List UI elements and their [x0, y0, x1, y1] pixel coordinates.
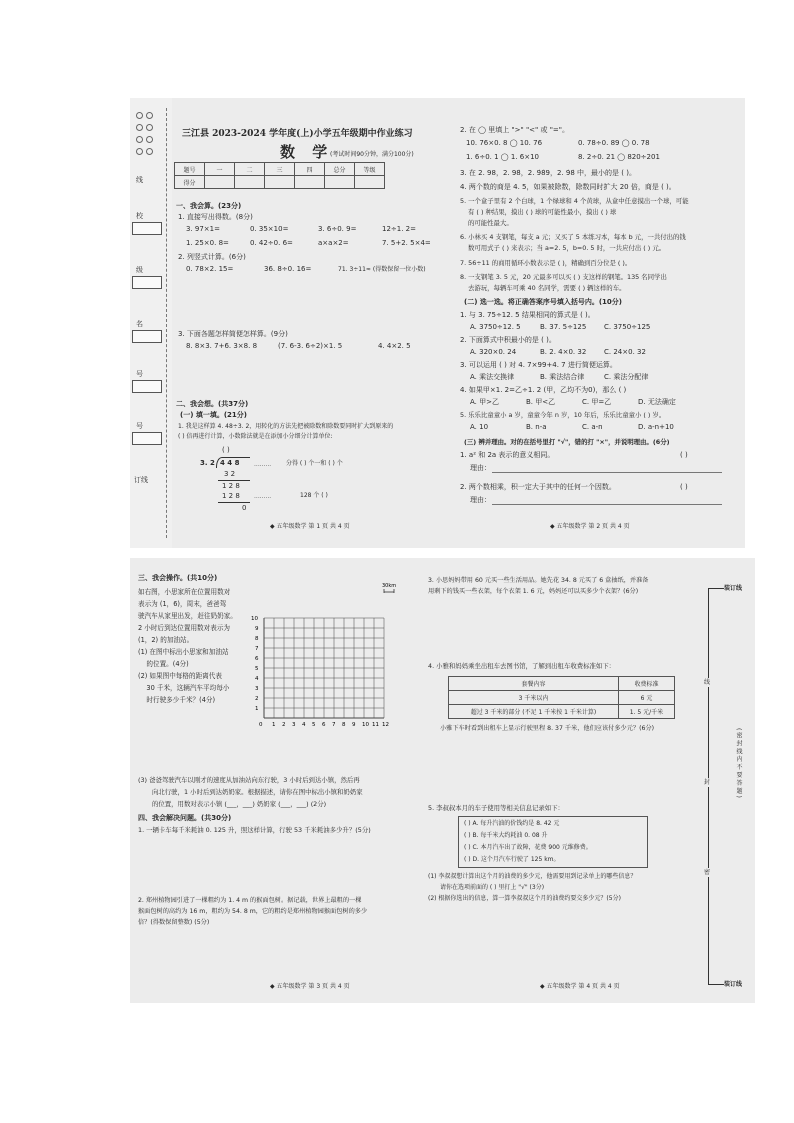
score-cell[interactable]	[265, 176, 295, 189]
word-problem-5: 5. 李叔叔本月的车子使用等相关信息记录如下：	[428, 804, 564, 812]
grid-y-ticks	[251, 616, 259, 712]
problem-line: (1) 在图中标出小思家和加油站	[138, 648, 229, 656]
grid-y-tick-label: 5	[255, 666, 259, 672]
grid-lines	[264, 618, 384, 718]
division-remainder: 0	[242, 504, 247, 512]
subject-title: 数 学	[280, 143, 334, 161]
choice-option: C. 3750÷125	[604, 323, 651, 331]
binding-line-bottom: 装订线	[724, 981, 743, 988]
record-option-b[interactable]: ( ) B. 每千米大约耗油 0. 08 升	[464, 832, 548, 839]
word-problem-2-line-2: 猴面包树的高约为 16 m，粗约为 54. 8 m，它的粗约是郑州植物园猴面包树的多少	[138, 908, 368, 915]
exam-page-3-4	[130, 558, 755, 1003]
q2-item: 0. 78×2. 15=	[186, 265, 234, 273]
choice-option: A. 3750÷12. 5	[470, 323, 521, 331]
school-field[interactable]	[132, 222, 162, 235]
grid-x-tick-label: 5	[312, 722, 316, 728]
choice-2: 2. 下面算式中积最小的是 ( )。	[460, 336, 556, 344]
record-option-c[interactable]: ( ) C. 本月汽车出了故障，花费 900 元维修费。	[464, 844, 592, 851]
fill-5c: 的可能性最大。	[468, 219, 513, 227]
score-cell[interactable]	[235, 176, 265, 189]
binding-rule	[708, 984, 724, 985]
score-table	[174, 162, 385, 189]
division-step: 1 2 8	[222, 492, 240, 500]
q1-item: 7. 5+2. 5×4=	[382, 239, 431, 247]
choice-option: B. 37. 5÷125	[540, 323, 587, 331]
grid-x-tick-label: 2	[282, 722, 286, 728]
section-3-heading: 三、我会操作。(共10分)	[138, 574, 218, 582]
grid-y-tick-label: 9	[255, 626, 259, 632]
word-problem-5-q1b: 请你在选项前面的 ( ) 里打上 "√" (3分)	[440, 884, 545, 891]
grid-x-tick-label: 1	[272, 722, 276, 728]
binding-margin	[130, 98, 172, 548]
school-label: 校	[136, 212, 143, 220]
section-4-heading: 四、我会解决问题。(共30分)	[138, 814, 232, 822]
section-2-2-heading: (二) 选一选。将正确答案序号填入括号内。(10分)	[464, 298, 622, 306]
record-option-d[interactable]: ( ) D. 这个月汽车行驶了 125 km。	[464, 856, 560, 863]
fare-cell: 超过 3 千米的部分 (不足 1 千米按 1 千米计算)	[449, 705, 619, 719]
fare-cell: 3 千米以内	[449, 691, 619, 705]
q2-item: 36. 8÷0. 16=	[264, 265, 312, 273]
exam-title: 三江县 2023-2024 学年度(上)小学五年级期中作业练习	[182, 129, 413, 139]
word-problem-5-q1: (1) 李叔叔想计算出这个月的油费的多少元，他需要用到记录单上的哪些信息？	[428, 873, 637, 880]
choice-option: D. 无法确定	[638, 398, 676, 406]
judge-1-reason: 理由：	[470, 464, 491, 472]
page-2-footer: ◆ 五年级数学 第 2 页 共 4 页	[550, 523, 630, 530]
q2-item: 71. 3÷11≈ (得数保留一位小数)	[338, 266, 426, 273]
compare-item: 10. 76×0. 8 ◯ 10. 76	[466, 139, 543, 147]
score-header-cell: 一	[205, 163, 235, 176]
name-label: 名	[136, 320, 143, 328]
q1-item: 3. 97×1=	[186, 225, 220, 233]
choice-option: A. 10	[470, 423, 489, 431]
q1-item: a×a×2=	[318, 239, 349, 247]
section-2-3-heading: (三) 辨并理由。对的在括号里打 "√"，错的打 "×"，并说明理由。(6分)	[464, 438, 670, 446]
fill-1-line-2: ( ) 倍再进行计算，小数除法就是在添加小分细分计算单位:	[178, 433, 333, 440]
q1-item: 12÷1. 2=	[382, 225, 416, 233]
grid-y-tick-label: 7	[255, 646, 259, 652]
class-field[interactable]	[132, 276, 162, 289]
exam-note: (考试时间90分钟，满分100分)	[330, 151, 414, 158]
grid-y-tick-label: 4	[255, 676, 259, 682]
problem-3-line-2: 向北行驶，1 小时后到达奶奶家。根据描述，请你在图中标出小镇和奶奶家	[152, 788, 363, 796]
binding-line-top: 装订线	[724, 585, 743, 592]
q1-item: 1. 25×0. 8=	[186, 239, 229, 247]
division-rule	[218, 480, 250, 481]
punch-hole-icon	[146, 124, 153, 131]
judge-2-reason: 理由：	[470, 496, 491, 504]
compare-title: 2. 在 ◯ 里填上 ">" "<" 或 "="。	[460, 126, 570, 134]
score-header-cell: 总分	[325, 163, 355, 176]
score-header-cell: 题号	[175, 163, 205, 176]
choice-3: 3. 可以运用 ( ) 对 4. 7×99+4. 7 进行简便运算。	[460, 361, 617, 369]
fill-4: 4. 两个数的商是 4. 5，如果被除数，除数同时扩大 20 倍，商是 ( )。	[460, 183, 676, 191]
fare-header: 收费标准	[619, 677, 675, 691]
problem-line: 驶汽车从家里出发，赶往奶奶家。	[138, 612, 237, 620]
word-problem-4: 4. 小雅和妈妈乘坐出租车去图书馆，了解到出租车收费标准如下：	[428, 662, 616, 670]
binding-char: 线	[704, 679, 711, 686]
number-label: 号	[136, 370, 143, 378]
fill-6b: 数可用式子 ( ) 来表示；当 a=2. 5，b=0. 5 时，一共应付出 ( ) 元。	[468, 244, 666, 252]
page-4-footer: ◆ 五年级数学 第 4 页 共 4 页	[540, 983, 620, 990]
coordinates-problem	[138, 586, 237, 706]
grid-x-tick-label: 11	[372, 722, 379, 728]
punch-hole-icon	[146, 148, 153, 155]
choice-option: B. 乘法结合律	[540, 373, 585, 381]
reason-line[interactable]	[492, 504, 722, 505]
punch-hole-icon	[136, 124, 143, 131]
choice-option: B. 2. 4×0. 32	[540, 348, 587, 356]
binding-notice: ( 密 封 线 内 不 要 答 题 )	[735, 728, 742, 798]
score-cell[interactable]	[355, 176, 385, 189]
quotient-blank: ( )	[222, 446, 230, 454]
problem-line: 表示为 (1，6)，周末，爸爸驾	[138, 600, 227, 608]
punch-hole-icon	[136, 148, 143, 155]
fare-cell: 6 元	[619, 691, 675, 705]
q1-title: 1. 直接写出得数。(8分)	[178, 213, 253, 221]
problem-line: 的位置。(4分)	[138, 660, 189, 668]
fill-1-line-1: 1. 我是这样算 4. 48÷3. 2，用转化的方法先把被除数和除数要同时扩大到原来的	[178, 423, 394, 430]
choice-1: 1. 与 3. 75÷12. 5 结果相同的算式是 ( )。	[460, 311, 595, 319]
choice-4: 4. 如果甲×1. 2=乙÷1. 2 (甲，乙均不为0)，那么 ( )	[460, 386, 627, 394]
choice-option: C. a-n	[582, 423, 603, 431]
grid-y-tick-label: 1	[255, 706, 259, 712]
q3-item: (7. 6-3. 6÷2)×1. 5	[278, 342, 343, 350]
dividend: 4 4 8	[220, 459, 240, 467]
fill-5a: 5. 一个盒子里有 2 个白球，1 个绿球和 4 个黄球，从盒中任意摸出一个球，可能	[460, 197, 689, 205]
binding-rule	[708, 588, 724, 589]
grid-x-tick-label: 4	[302, 722, 306, 728]
section-1-heading: 一、我会算。(23分)	[176, 202, 242, 210]
grid-x-tick-label: 6	[322, 722, 326, 728]
word-problem-2-line-1: 2. 郑州植物园引进了一棵粗约为 1. 4 m 的猴面包树。据记载，世界上最粗的一棵	[138, 897, 362, 904]
grid-x-tick-label: 0	[259, 722, 263, 728]
q3-item: 4. 4×2. 5	[378, 342, 411, 350]
punch-hole-icon	[146, 136, 153, 143]
divisor: 3. 2	[200, 459, 215, 467]
grid-x-ticks	[259, 722, 389, 728]
word-problem-3-line-1: 3. 小思妈妈带用 60 元买一些生活用品。她先花 34. 8 元买了 6 盒抽纸，并准备	[428, 577, 649, 584]
judge-2: 2. 两个数相乘，积一定大于其中的任何一个因数。	[460, 483, 616, 491]
choice-option: C. 甲=乙	[582, 398, 612, 406]
judge-1-paren[interactable]: ( )	[680, 451, 688, 459]
grid-y-tick-label: 2	[255, 696, 259, 702]
fill-5b: 有 ( ) 种结果，摸出 ( ) 球的可能性最小，摸出 ( ) 球	[468, 208, 617, 216]
fare-table	[448, 676, 675, 719]
word-problem-5-q2: (2) 根据你选出的信息，算一算李叔叔这个月的油费约要交多少元？(5分)	[428, 895, 621, 902]
grid-y-tick-label: 10	[251, 616, 258, 622]
name-field[interactable]	[132, 330, 162, 343]
word-problem-3-line-2: 用剩下的钱买一些衣架，每个衣架 1. 6 元，妈妈还可以买多少个衣架？(6分)	[428, 588, 639, 595]
coordinate-grid[interactable]	[250, 580, 400, 728]
problem-line: 如右图，小思家所在位置用数对	[138, 588, 231, 596]
division-step: 3 2	[224, 470, 236, 478]
problem-3-line-1: (3) 爸爸驾驶汽车以刚才的速度从加油站向东行驶，3 小时后到达小镇，然后再	[138, 776, 360, 784]
fare-header: 套餐内容	[449, 677, 619, 691]
q3-title: 3. 下面各题怎样简便怎样算。(9分)	[178, 330, 288, 338]
problem-line: 30 千米，这辆汽车平均每小	[138, 684, 230, 692]
q2-title: 2. 列竖式计算。(6分)	[178, 253, 246, 261]
fare-cell: 1. 5 元/千米	[619, 705, 675, 719]
grid-x-tick-label: 8	[342, 722, 346, 728]
problem-line: 时行驶多少千米？(4分)	[138, 696, 216, 704]
choice-option: A. 320×0. 24	[470, 348, 517, 356]
grid-y-tick-label: 6	[255, 656, 259, 662]
q3-item: 8. 8×3. 7+6. 3×8. 8	[186, 342, 258, 350]
binding-char: 封	[704, 779, 711, 786]
grid-y-tick-label: 3	[255, 686, 259, 692]
q1-item: 0. 35×10=	[250, 225, 289, 233]
word-problem-2-line-3: 倍？(得数保留整数) (5分)	[138, 919, 210, 926]
grid-x-tick-label: 9	[352, 722, 356, 728]
section-2-heading: 二、我会想。(共37分)	[176, 400, 249, 408]
word-problem-4-question: 小雅下车时看到出租车上显示行驶里程 8. 37 千米，他们应该付多少元？(6分)	[440, 725, 655, 732]
fill-8a: 8. 一支钢笔 3. 5 元，20 元最多可以买 ( ) 支这样的钢笔。135 名同学出	[460, 273, 667, 281]
grid-y-tick-label: 8	[255, 636, 259, 642]
punch-hole-icon	[146, 112, 153, 119]
binding-dashed-line	[166, 108, 167, 538]
scale-label: 30km	[382, 583, 397, 589]
compare-item: 8. 2÷0. 21 ◯ 820÷201	[578, 153, 660, 161]
grid-x-tick-label: 10	[362, 722, 369, 728]
fill-7: 7. 56÷11 的商用循环小数表示是 ( )，精确到百分位是 ( )。	[460, 259, 632, 267]
exam-page-1-2: 线 校 级 名 号 号 订线 三江县 2023-2024 学年度(上)小学五年级期中作业练习 数 学 (考试时间90分钟，满分100分) 题号 一 二 三 四 总分 等级 得分 一、我会算。(23分) 1. 直接写出得数。(8分) 3. 97×1= 0. 35×10= 3. 6÷0. 9= 12÷1. 2= 1. 25×0. 8= 0. 42÷0. 6= a×a×2= 7. 5+2. 5×4= 2. 列竖式计算。(6分) 0. 78×2. 15= 36. 8÷0. 16= 71. 3÷11≈ (得数保留一位小数) 3. 下面各题怎样简便怎样算。(9分) 8. 8×3. 7+6. 3×8. 8 (7. 6-3. 6÷2)×1. 5 4. 4×2. 5 二、我会想。(共37分) (一) 填一填。(21分) 1. 我是这样算 4. 48÷3. 2，用转化的方法先把被除数和除数要同时扩大到原来的 ( ) 倍再进行计算，小数除法就是在添加小分细分计算单位: ( ) 3. 2 4 4 8 3 2 1 2 8 1 2 8 0 ········· 分得 ( ) 个一和 ( ) 个 ········· 128 个 ( ) ◆ 五年级数学 第 1 页 共 4 页 2. 在 ◯ 里填上 ">" "<" 或 "="。 10. 76×0. 8 ◯ 10. 76 0. 78÷0. 89 ◯ 0. 78 1. 6÷0. 1 ◯ 1. 6×10 8. 2÷0. 21 ◯ 820÷201 3. 在 2. 98，2. 98̇，2. 9̇8̇9，2. 9̇8̇ 中，最小的是 ( )。 4. 两个数的商是 4. 5，如果被除数，除数同时扩大 20 倍，商是 ( )。 5. 一个盒子里有 2 个白球，1 个绿球和 4 个黄球，从盒中任意摸出一个球，可能 有 ( ) 种结果，摸出 ( ) 球的可能性最小，摸出 ( ) 球 的可能性最大。 6. 小林买 4 支钢笔，每支 a 元；又买了 5 本练习本，每本 b 元，一共付出的钱 数可用式子 ( ) 来表示；当 a=2. 5，b=0. 5 时，一共应付出 ( ) 元。 7. 56÷11 的商用循环小数表示是 ( )，精确到百分位是 ( )。 8. 一支钢笔 3. 5 元，20 元最多可以买 ( ) 支这样的钢笔。135 名同学出 去游玩，每辆车可乘 40 名同学，需要 ( ) 辆这样的车。 (二) 选一选。将正确答案序号填入括号内。(10分) 1. 与 3. 75÷12. 5 结果相同的算式是 ( )。 A. 3750÷12. 5 B. 37. 5÷125 C. 3750÷125 2. 下面算式中积最小的是 ( )。 A. 320×0. 24 B. 2. 4×0. 32 C. 24×0. 32 3. 可以运用 ( ) 对 4. 7×99+4. 7 进行简便运算。 A. 乘法交换律 B. 乘法结合律 C. 乘法分配律 4. 如果甲×1. 2=乙÷1. 2 (甲，乙均不为0)，那么 ( ) A. 甲>乙 B. 甲<乙 C. 甲=乙 D. 无法确定 5. 乐乐比童童小 a 岁，童童今年 n 岁，10 年后，乐乐比童童小 ( ) 岁。 A. 10 B. n-a C. a-n D. a-n+10 (三) 辨并理由。对的在括号里打 "√"，错的打 "×"，并说明理由。(6分) 1. a² 和 2a 表示的意义相同。 ( ) 理由： 2. 两个数相乘，积一定大于其中的任何一个因数。 ( ) 理由： ◆ 五年级数学 第 2 页 共 4 页	[130, 98, 745, 548]
division-note-1: 分得 ( ) 个一和 ( ) 个	[286, 460, 343, 467]
fill-3: 3. 在 2. 98，2. 98̇，2. 9̇8̇9，2. 9̇8̇ 中，最小的是 ( )。	[460, 169, 636, 177]
choice-option: B. n-a	[526, 423, 547, 431]
division-step: 1 2 8	[222, 482, 240, 490]
problem-line: (1，2) 的加油站。	[138, 636, 194, 644]
choice-option: A. 甲>乙	[470, 398, 499, 406]
class-label: 级	[136, 266, 143, 274]
seat-label: 号	[136, 422, 143, 430]
score-header-cell: 二	[235, 163, 265, 176]
score-header-cell: 等级	[355, 163, 385, 176]
page-1-footer: ◆ 五年级数学 第 1 页 共 4 页	[270, 523, 350, 530]
judge-2-paren[interactable]: ( )	[680, 483, 688, 491]
problem-line: (2) 如果图中每格的距离代表	[138, 672, 222, 680]
score-header-cell: 四	[295, 163, 325, 176]
compare-item: 0. 78÷0. 89 ◯ 0. 78	[578, 139, 650, 147]
choice-option: A. 乘法交换律	[470, 373, 515, 381]
division-rule	[218, 502, 250, 503]
reason-line[interactable]	[492, 472, 722, 473]
score-cell[interactable]	[205, 176, 235, 189]
fill-8b: 去游玩，每辆车可乘 40 名同学，需要 ( ) 辆这样的车。	[468, 284, 626, 292]
punch-hole-icon	[136, 136, 143, 143]
choice-option: C. 24×0. 32	[604, 348, 646, 356]
binding-line-label: 线	[136, 176, 143, 184]
seat-field[interactable]	[132, 432, 162, 445]
judge-1: 1. a² 和 2a 表示的意义相同。	[460, 451, 555, 459]
score-label-cell: 得分	[175, 176, 205, 189]
choice-option: C. 乘法分配律	[604, 373, 649, 381]
division-note-2: 128 个 ( )	[300, 492, 328, 499]
binding-line-bottom-label: 订线	[134, 476, 148, 484]
binding-char: 密	[704, 869, 711, 876]
record-option-a[interactable]: ( ) A. 每升汽油的价钱约是 8. 42 元	[464, 820, 560, 827]
fill-6a: 6. 小林买 4 支钢笔，每支 a 元；又买了 5 本练习本，每本 b 元，一共付出的钱	[460, 233, 686, 241]
number-field[interactable]	[132, 380, 162, 393]
problem-3-line-3: 的位置，用数对表示小镇 (___，___) 奶奶家 (___，___) (2分)	[152, 800, 327, 808]
choice-5: 5. 乐乐比童童小 a 岁，童童今年 n 岁，10 年后，乐乐比童童小 ( ) 岁。	[460, 411, 666, 419]
compare-item: 1. 6÷0. 1 ◯ 1. 6×10	[466, 153, 539, 161]
section-2-1-heading: (一) 填一填。(21分)	[180, 411, 247, 419]
punch-hole-icon	[136, 112, 143, 119]
score-cell[interactable]	[295, 176, 325, 189]
choice-option: D. a-n+10	[638, 423, 674, 431]
q1-item: 0. 42÷0. 6=	[250, 239, 293, 247]
score-cell[interactable]	[325, 176, 355, 189]
choice-option: B. 甲<乙	[526, 398, 556, 406]
q1-item: 3. 6÷0. 9=	[318, 225, 357, 233]
problem-line: 2 小时后到达位置用数对表示为	[138, 624, 231, 632]
score-header-cell: 三	[265, 163, 295, 176]
grid-x-tick-label: 12	[382, 722, 389, 728]
word-problem-1: 1. 一辆卡车每千米耗油 0. 125 升，照这样计算，行驶 53 千米耗油多少升？(5分)	[138, 826, 371, 834]
grid-x-tick-label: 7	[332, 722, 336, 728]
grid-x-tick-label: 3	[292, 722, 296, 728]
page-3-footer: ◆ 五年级数学 第 3 页 共 4 页	[270, 983, 350, 990]
